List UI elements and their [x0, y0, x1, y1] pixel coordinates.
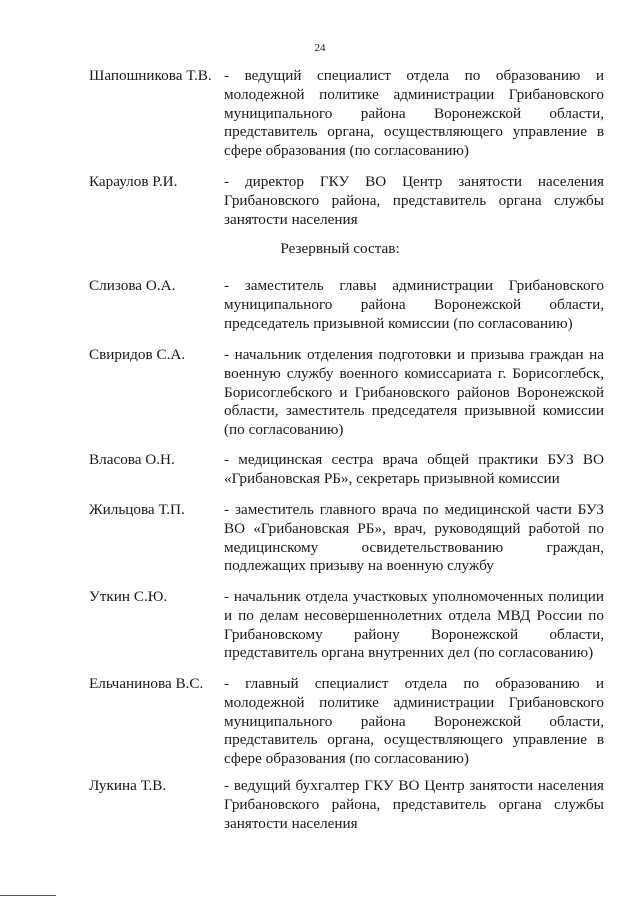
member-name: Уткин С.Ю.: [89, 588, 168, 605]
member-role: - главный специалист отдела по образованию и молодежной политике администрации Грибановского муниципального района Воронежской области, представитель органа, осуществляющего управление в сфере образования (по согласованию): [224, 675, 604, 768]
member-role: - ведущий специалист отдела по образованию и молодежной политике администрации Грибановского муниципального района Воронежской области, представитель органа, осуществляющего управление в сфере образования (по согласованию): [224, 67, 604, 160]
member-name: Власова О.Н.: [89, 451, 175, 468]
member-role: - медицинская сестра врача общей практики БУЗ ВО «Грибановская РБ», секретарь призывной комиссии: [224, 451, 604, 487]
member-name: Жильцова Т.П.: [89, 501, 185, 518]
member-name: Лукина Т.В.: [89, 777, 167, 794]
page-number: 24: [314, 42, 326, 54]
member-name: Ельчанинова В.С.: [89, 675, 204, 692]
member-name: Свиридов С.А.: [89, 346, 186, 363]
member-role: - начальник отделения подготовки и призыва граждан на военную службу военного комиссариата г. Борисоглебск, Борисоглебского и Грибановского районов Воронежской области, заместитель председателя призывной комиссии (по согласованию): [224, 346, 604, 439]
scan-edge-mark: [0, 895, 56, 896]
member-role: - ведущий бухгалтер ГКУ ВО Центр занятости населения Грибановского района, представитель органа службы занятости населения: [224, 777, 604, 832]
member-role: - заместитель главы администрации Грибановского муниципального района Воронежской области, председатель призывной комиссии (по согласованию): [224, 277, 604, 332]
member-name: Шапошникова Т.В.: [89, 67, 212, 84]
reserve-section-heading: Резервный состав:: [280, 240, 400, 257]
member-role: - начальник отдела участковых уполномоченных полиции и по делам несовершеннолетних отдела МВД России по Грибановскому району Воронежской области, представитель органа внутренних дел (по согласованию): [224, 588, 604, 662]
member-role: - директор ГКУ ВО Центр занятости населения Грибановского района, представитель органа службы занятости населения: [224, 173, 604, 228]
member-name: Слизова О.А.: [89, 277, 176, 294]
member-role: - заместитель главного врача по медицинской части БУЗ ВО «Грибановская РБ», врач, руководящий работой по медицинскому освидетельствованию граждан, подлежащих призыву на военную службу: [224, 501, 604, 575]
member-name: Караулов Р.И.: [89, 173, 178, 190]
